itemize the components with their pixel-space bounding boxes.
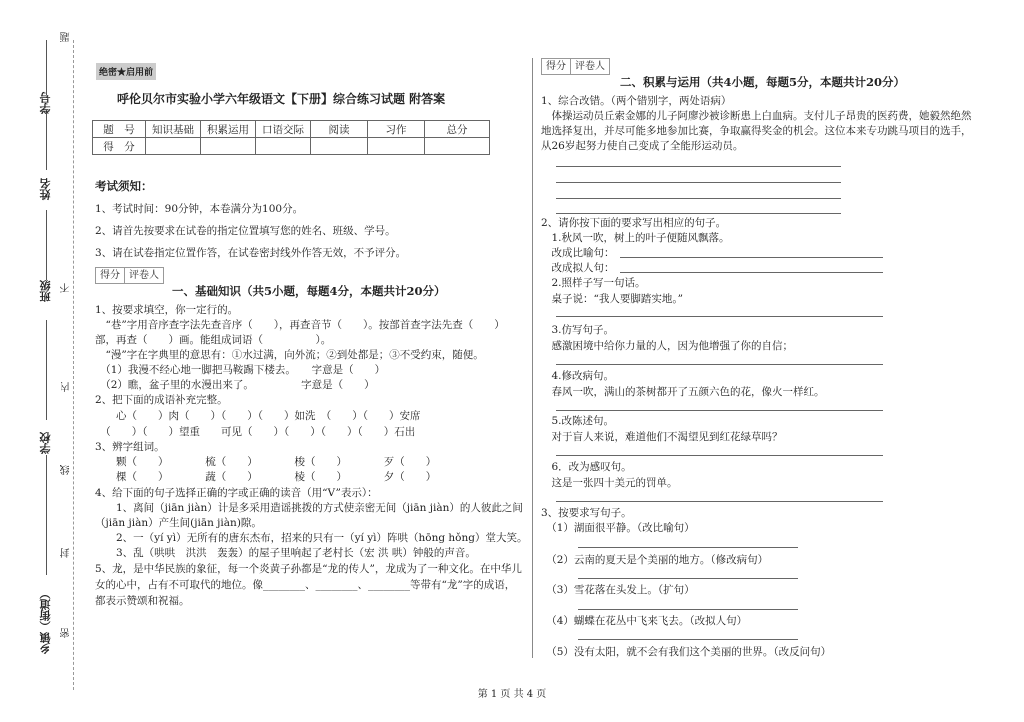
reviewer-label: 评卷人 xyxy=(129,270,159,281)
margin-label: 密 xyxy=(61,628,72,638)
reviewer-label: 评卷人 xyxy=(575,61,605,72)
margin-label: 题 xyxy=(61,32,72,42)
question-line: 对于盲人来说，难道他们不渴望见到红花绿草吗？ xyxy=(541,431,783,443)
margin-label: 封 xyxy=(61,548,72,558)
notice-item: 1、考试时间：90分钟，本卷满分为100分。 xyxy=(95,203,304,215)
question-line: 2、一（yí yì）无所有的唐东杰布，招来的只有一（yí yì）阵哄（hōng hǒng）堂大笑。 xyxy=(95,532,528,544)
section2-heading: 二、积累与运用（共4小题，每题5分，本题共计20分） xyxy=(620,75,906,89)
seal-line xyxy=(73,40,74,690)
question-line: 部，再查（ ）画。能组成词语（ ）。 xyxy=(95,334,332,346)
question-line: （2）瞧，盆子里的水漫出来了。 字意是（ ） xyxy=(95,379,375,391)
question-line: 5.改陈述句。 xyxy=(541,415,615,427)
question-line: 感激困境中给你力量的人，因为他增强了你的自信； xyxy=(541,340,793,352)
question-line: 女的心中，占有不可取代的地位。像________、________、________等带有“龙”字的成语， xyxy=(95,579,516,591)
question-line: 3、辨字组词。 xyxy=(95,441,165,453)
question-line: 心（ ）肉（ ）（ ）（ ）如洗 （ ）（ ）安席 xyxy=(95,410,421,422)
column-divider xyxy=(532,58,533,658)
question-line: 1.秋风一吹，树上的叶子便随风飘落。 xyxy=(541,232,730,244)
table-row xyxy=(93,121,490,138)
answer-line[interactable] xyxy=(556,364,883,365)
question-line: 地选择复出，并尽可能多地参加比赛，争取赢得奖金的机会。这位本来专功跳马项目的选手， xyxy=(541,125,972,137)
question-line: （5）没有太阳，就不会有我们这个美丽的世界。（改反问句） xyxy=(541,646,832,658)
table-cell: 口语交际 xyxy=(256,121,311,138)
question-line: 改成拟人句： xyxy=(541,262,615,274)
answer-line[interactable] xyxy=(578,578,798,579)
answer-line[interactable] xyxy=(556,501,883,502)
table-cell[interactable] xyxy=(256,138,311,155)
question-line: （ ）（ ）望重 可见（ ）（ ）（ ）（ ）石出 xyxy=(95,426,416,438)
question-line: （jiān jiàn）产生间(jiān jiàn)隙。 xyxy=(95,517,262,529)
scorer-label: 得分 xyxy=(96,268,125,283)
question-line: 这是一张四十美元的罚单。 xyxy=(541,477,678,489)
town-label: 乡镇（街道） xyxy=(39,588,52,654)
table-cell: 得 分 xyxy=(93,138,146,155)
table-cell[interactable] xyxy=(425,138,490,155)
question-line: 从26岁起努力使自己变成了全能形运动员。 xyxy=(541,140,744,152)
question-line: 改成比喻句： xyxy=(541,247,615,259)
answer-line[interactable] xyxy=(578,547,798,548)
answer-line[interactable] xyxy=(578,609,798,610)
table-cell[interactable] xyxy=(368,138,425,155)
question-line: “巷”字用音序查字法先查音序（ ），再查音节（ ）。按部首查字法先查（ ） xyxy=(95,319,505,331)
question-line: 春风一吹，满山的茶树都开了五颜六色的花，像火一样红。 xyxy=(541,386,825,398)
table-cell: 习作 xyxy=(368,121,425,138)
question-line: 3、乱（哄哄 洪洪 轰轰）的屋子里响起了老村长（宏 洪 哄）钟般的声音。 xyxy=(95,547,476,559)
score-table xyxy=(92,120,490,155)
answer-line[interactable] xyxy=(556,455,883,456)
margin-label: 线 xyxy=(61,465,72,475)
question-line: （3）雪花落在头发上。（扩句） xyxy=(541,584,695,596)
question-line: “漫”字在字典里的意思有：①水过满，向外流；②到处都是；③不受约束，随便。 xyxy=(95,349,484,361)
section1-heading: 一、基础知识（共5小题，每题4分，本题共计20分） xyxy=(172,284,446,298)
question-line: 2、请你按下面的要求写出相应的句子。 xyxy=(541,217,727,229)
question-line: 2.照样子写一句话。 xyxy=(541,277,646,289)
margin-underline xyxy=(46,455,47,575)
margin-label: 内 xyxy=(61,382,72,392)
table-cell[interactable] xyxy=(146,138,201,155)
question-line: （4）蝴蝶在花丛中飞来飞去。（改拟人句） xyxy=(541,615,748,627)
table-cell[interactable] xyxy=(311,138,368,155)
table-cell: 题 号 xyxy=(93,121,146,138)
secret-mark: 绝密★启用前 xyxy=(96,63,156,80)
page-number: 第 1 页 共 4 页 xyxy=(477,689,547,700)
margin-underline xyxy=(46,40,47,95)
question-line: 1、综合改错。（两个错别字，两处语病） xyxy=(541,95,732,107)
table-row xyxy=(93,138,490,155)
scorer-box xyxy=(541,58,610,75)
exam-title: 呼伦贝尔市实验小学六年级语文【下册】综合练习试题 附答案 xyxy=(117,92,446,106)
question-line: 棵（ ） 蔬（ ） 棱（ ） 夕（ ） xyxy=(95,471,437,483)
question-line: 5、龙，是中华民族的象征，每一个炎黄子孙都是“龙的传人”，龙成为了一种文化。在中华儿 xyxy=(95,563,522,575)
notice-heading: 考试须知： xyxy=(95,179,153,193)
margin-label: 不 xyxy=(61,283,72,293)
scorer-box xyxy=(95,267,164,284)
student-number-label: 学号 xyxy=(39,92,52,114)
question-line: 颗（ ） 梳（ ） 梭（ ） 歹（ ） xyxy=(95,456,437,468)
question-line: （1）我漫不经心地一脚把马鞍踢下楼去。 字意是（ ） xyxy=(95,364,386,376)
margin-underline xyxy=(46,210,47,280)
answer-line[interactable] xyxy=(556,316,883,317)
answer-line[interactable] xyxy=(556,213,841,214)
margin-underline xyxy=(46,110,47,170)
question-line: （1）湖面很平静。（改比喻句） xyxy=(541,522,695,534)
school-label: 学校 xyxy=(39,432,52,454)
scorer-label: 得分 xyxy=(542,59,571,74)
question-line: 2、把下面的成语补充完整。 xyxy=(95,394,228,406)
question-line: 体操运动员丘索金娜的儿子阿廖沙被诊断患上白血病。支付儿子昂贵的医药费，她毅然绝然 xyxy=(541,110,972,122)
answer-line[interactable] xyxy=(556,410,883,411)
margin-underline xyxy=(46,320,47,420)
name-label: 姓名 xyxy=(39,178,52,200)
question-line: 桌子说：“我人要脚踏实地。” xyxy=(541,293,683,305)
answer-line[interactable] xyxy=(556,198,841,199)
question-line: 4.修改病句。 xyxy=(541,370,615,382)
question-line: 都表示赞颂和祝福。 xyxy=(95,595,190,607)
answer-line[interactable] xyxy=(578,639,798,640)
question-line: 6．改为感叹句。 xyxy=(541,461,632,473)
question-line: 3.仿写句子。 xyxy=(541,324,615,336)
question-line: （2）云南的夏天是个美丽的地方。（修改病句） xyxy=(541,554,769,566)
notice-item: 3、请在试卷指定位置作答，在试卷密封线外作答无效，不予评分。 xyxy=(95,247,407,259)
answer-line[interactable] xyxy=(620,257,883,258)
table-cell: 知识基础 xyxy=(146,121,201,138)
notice-item: 2、请首先按要求在试卷的指定位置填写您的姓名、班级、学号。 xyxy=(95,225,396,237)
answer-line[interactable] xyxy=(620,272,883,273)
table-cell: 阅读 xyxy=(311,121,368,138)
question-line: 4、给下面的句子选择正确的字或正确的读音（用“V”表示）： xyxy=(95,487,378,499)
table-cell: 积累运用 xyxy=(201,121,256,138)
table-cell: 总分 xyxy=(425,121,490,138)
class-label: 班级 xyxy=(39,280,52,302)
question-line: 1、离间（jiān jiàn）计是多采用造谣挑拨的方式使亲密无间（jiān jiàn）的人彼此之间 xyxy=(95,502,523,514)
question-line: 1、按要求填空，你一定行的。 xyxy=(95,304,239,316)
table-cell[interactable] xyxy=(201,138,256,155)
question-line: 3、按要求写句子。 xyxy=(541,507,632,519)
answer-line[interactable] xyxy=(556,182,841,183)
answer-line[interactable] xyxy=(556,166,841,167)
